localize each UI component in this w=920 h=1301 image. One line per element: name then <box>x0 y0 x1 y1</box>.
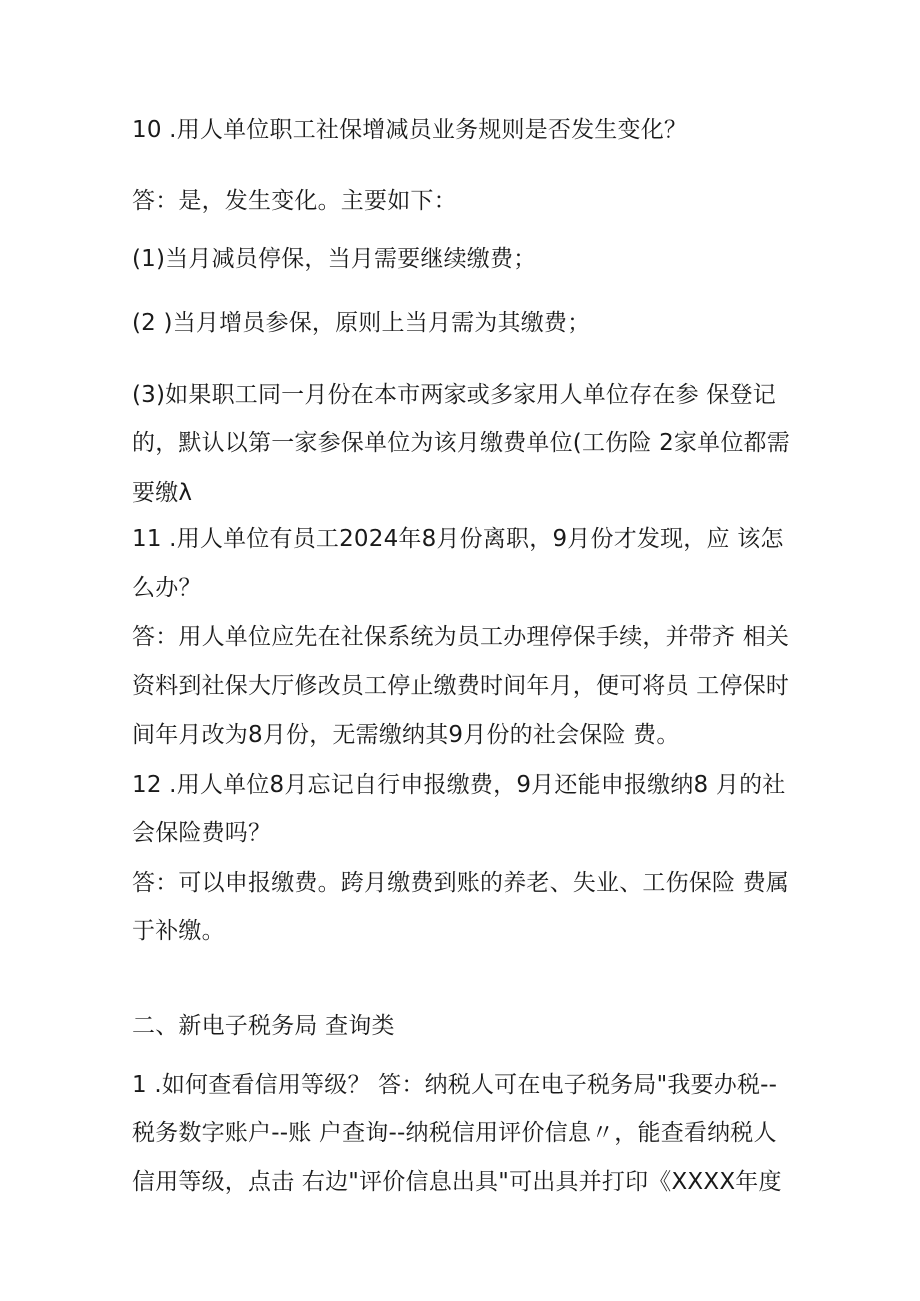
answer-12-line-1: 答：可以申报缴费。跨月缴费到账的养老、失业、工伤保险 费属 <box>132 870 790 896</box>
answer-11-line-2: 资料到社保大厅修改员工停止缴费时间年月，便可将员 工停保时 <box>132 673 790 699</box>
answer-11-line-3: 间年月改为8月份，无需缴纳其9月份的社会保险 费。 <box>132 722 680 748</box>
section-2-question-1-line-2: 税务数字账户--账 户查询--纳税信用评价信息〃，能查看纳税人 <box>132 1120 777 1146</box>
question-11-line-2: 么办？ <box>132 575 202 601</box>
answer-10-item-2: (2 )当月增员参保，原则上当月需为其缴费； <box>132 310 591 336</box>
section-heading: 二、新电子税务局 查询类 <box>132 1013 395 1039</box>
question-12-line-1: 12 .用人单位8月忘记自行申报缴费，9月还能申报缴纳8 月的社 <box>132 772 786 798</box>
answer-10-item-1: (1)当月减员停保，当月需要继续缴费； <box>132 246 537 272</box>
answer-11-line-1: 答：用人单位应先在社保系统为员工办理停保手续，并带齐 相关 <box>132 624 790 650</box>
answer-12-line-2: 于补缴。 <box>132 918 225 944</box>
answer-10-intro: 答：是，发生变化。主要如下： <box>132 188 457 214</box>
question-10-title: 10 .用人单位职工社保增减员业务规则是否发生变化？ <box>132 117 688 143</box>
answer-10-item-3-line-2: 的，默认以第一家参保单位为该月缴费单位(工伤险 2家单位都需 <box>132 430 790 456</box>
answer-10-item-3-line-3: 要缴λ <box>132 480 193 506</box>
section-2-question-1-line-3: 信用等级，点击 右边"评价信息出具"可出具并打印《XXXX年度 <box>132 1169 782 1195</box>
section-2-question-1-line-1: 1 .如何查看信用等级？ 答：纳税人可在电子税务局"我要办税-- <box>132 1072 778 1098</box>
question-12-line-2: 会保险费吗？ <box>132 820 272 846</box>
question-11-line-1: 11 .用人单位有员工2024年8月份离职，9月份才发现，应 该怎 <box>132 526 784 552</box>
answer-10-item-3-line-1: (3)如果职工同一月份在本市两家或多家用人单位存在参 保登记 <box>132 382 776 408</box>
